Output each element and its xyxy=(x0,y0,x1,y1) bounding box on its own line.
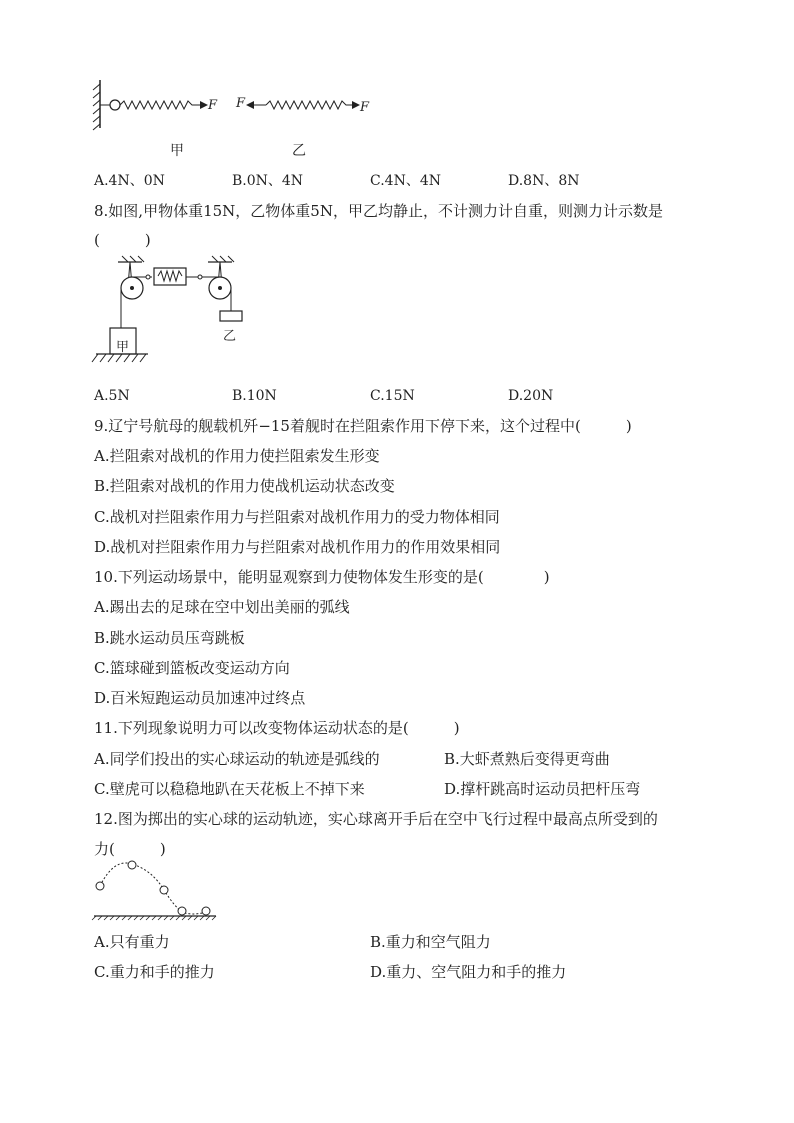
q12-option-a: A.只有重力 xyxy=(94,933,170,951)
q10-stem: 10.下列运动场景中，能明显观察到力使物体发生形变的是( ) xyxy=(94,568,550,586)
q7-force-label-mid: F xyxy=(236,96,246,111)
q8-stem: 8.如图,甲物体重15N，乙物体重5N，甲乙均静止，不计测力计自重，则测力计示数是 xyxy=(94,202,663,220)
q8-figure-label-yi: 乙 xyxy=(223,329,237,344)
q8-option-a: A.5N xyxy=(94,388,130,404)
q8-option-c: C.15N xyxy=(370,388,415,404)
q8-option-d: D.20N xyxy=(508,388,554,404)
q7-force-label-right: F xyxy=(360,100,370,115)
q8-option-b: B.10N xyxy=(232,388,277,404)
q10-option-a: A.踢出去的足球在空中划出美丽的弧线 xyxy=(94,598,350,616)
q11-option-a: A.同学们投出的实心球运动的轨迹是弧线的 xyxy=(94,750,380,768)
q8-blank: ( ) xyxy=(94,231,151,249)
q9-option-c: C.战机对拦阻索作用力与拦阻索对战机作用力的受力物体相同 xyxy=(94,508,500,526)
q9-option-b: B.拦阻索对战机的作用力使战机运动状态改变 xyxy=(94,477,395,495)
q7-force-label-left: F xyxy=(208,98,218,113)
q7-option-c: C.4N、4N xyxy=(370,173,441,189)
q12-option-b: B.重力和空气阻力 xyxy=(370,933,491,951)
q7-figure-label-yi: 乙 xyxy=(292,143,306,159)
q11-option-c: C.壁虎可以稳稳地趴在天花板上不掉下来 xyxy=(94,780,365,798)
q7-option-b: B.0N、4N xyxy=(232,173,304,189)
q10-option-d: D.百米短跑运动员加速冲过终点 xyxy=(94,689,306,707)
q12-stem-line2: 力( ) xyxy=(94,840,166,858)
q11-option-b: B.大虾煮熟后变得更弯曲 xyxy=(444,750,610,768)
q12-option-c: C.重力和手的推力 xyxy=(94,963,215,981)
q9-option-a: A.拦阻索对战机的作用力使拦阻索发生形变 xyxy=(94,447,380,465)
q7-figure-label-jia: 甲 xyxy=(170,143,184,159)
q12-option-d: D.重力、空气阻力和手的推力 xyxy=(370,963,567,981)
q12-trajectory-figure xyxy=(92,856,222,920)
q10-option-c: C.篮球碰到篮板改变运动方向 xyxy=(94,659,290,677)
q12-stem-line1: 12.图为掷出的实心球的运动轨迹，实心球离开手后在空中飞行过程中最高点所受到的 xyxy=(94,810,658,828)
q10-option-b: B.跳水运动员压弯跳板 xyxy=(94,629,245,647)
q11-option-d: D.撑杆跳高时运动员把杆压弯 xyxy=(444,780,641,798)
q7-option-a: A.4N、0N xyxy=(94,173,165,189)
q11-stem: 11.下列现象说明力可以改变物体运动状态的是( ) xyxy=(94,719,460,737)
q7-option-d: D.8N、8N xyxy=(508,173,580,189)
q9-stem: 9.辽宁号航母的舰载机歼−15着舰时在拦阻索作用下停下来，这个过程中( ) xyxy=(94,417,632,435)
q9-option-d: D.战机对拦阻索作用力与拦阻索对战机作用力的作用效果相同 xyxy=(94,538,501,556)
q8-figure-label-jia: 甲 xyxy=(116,340,130,355)
